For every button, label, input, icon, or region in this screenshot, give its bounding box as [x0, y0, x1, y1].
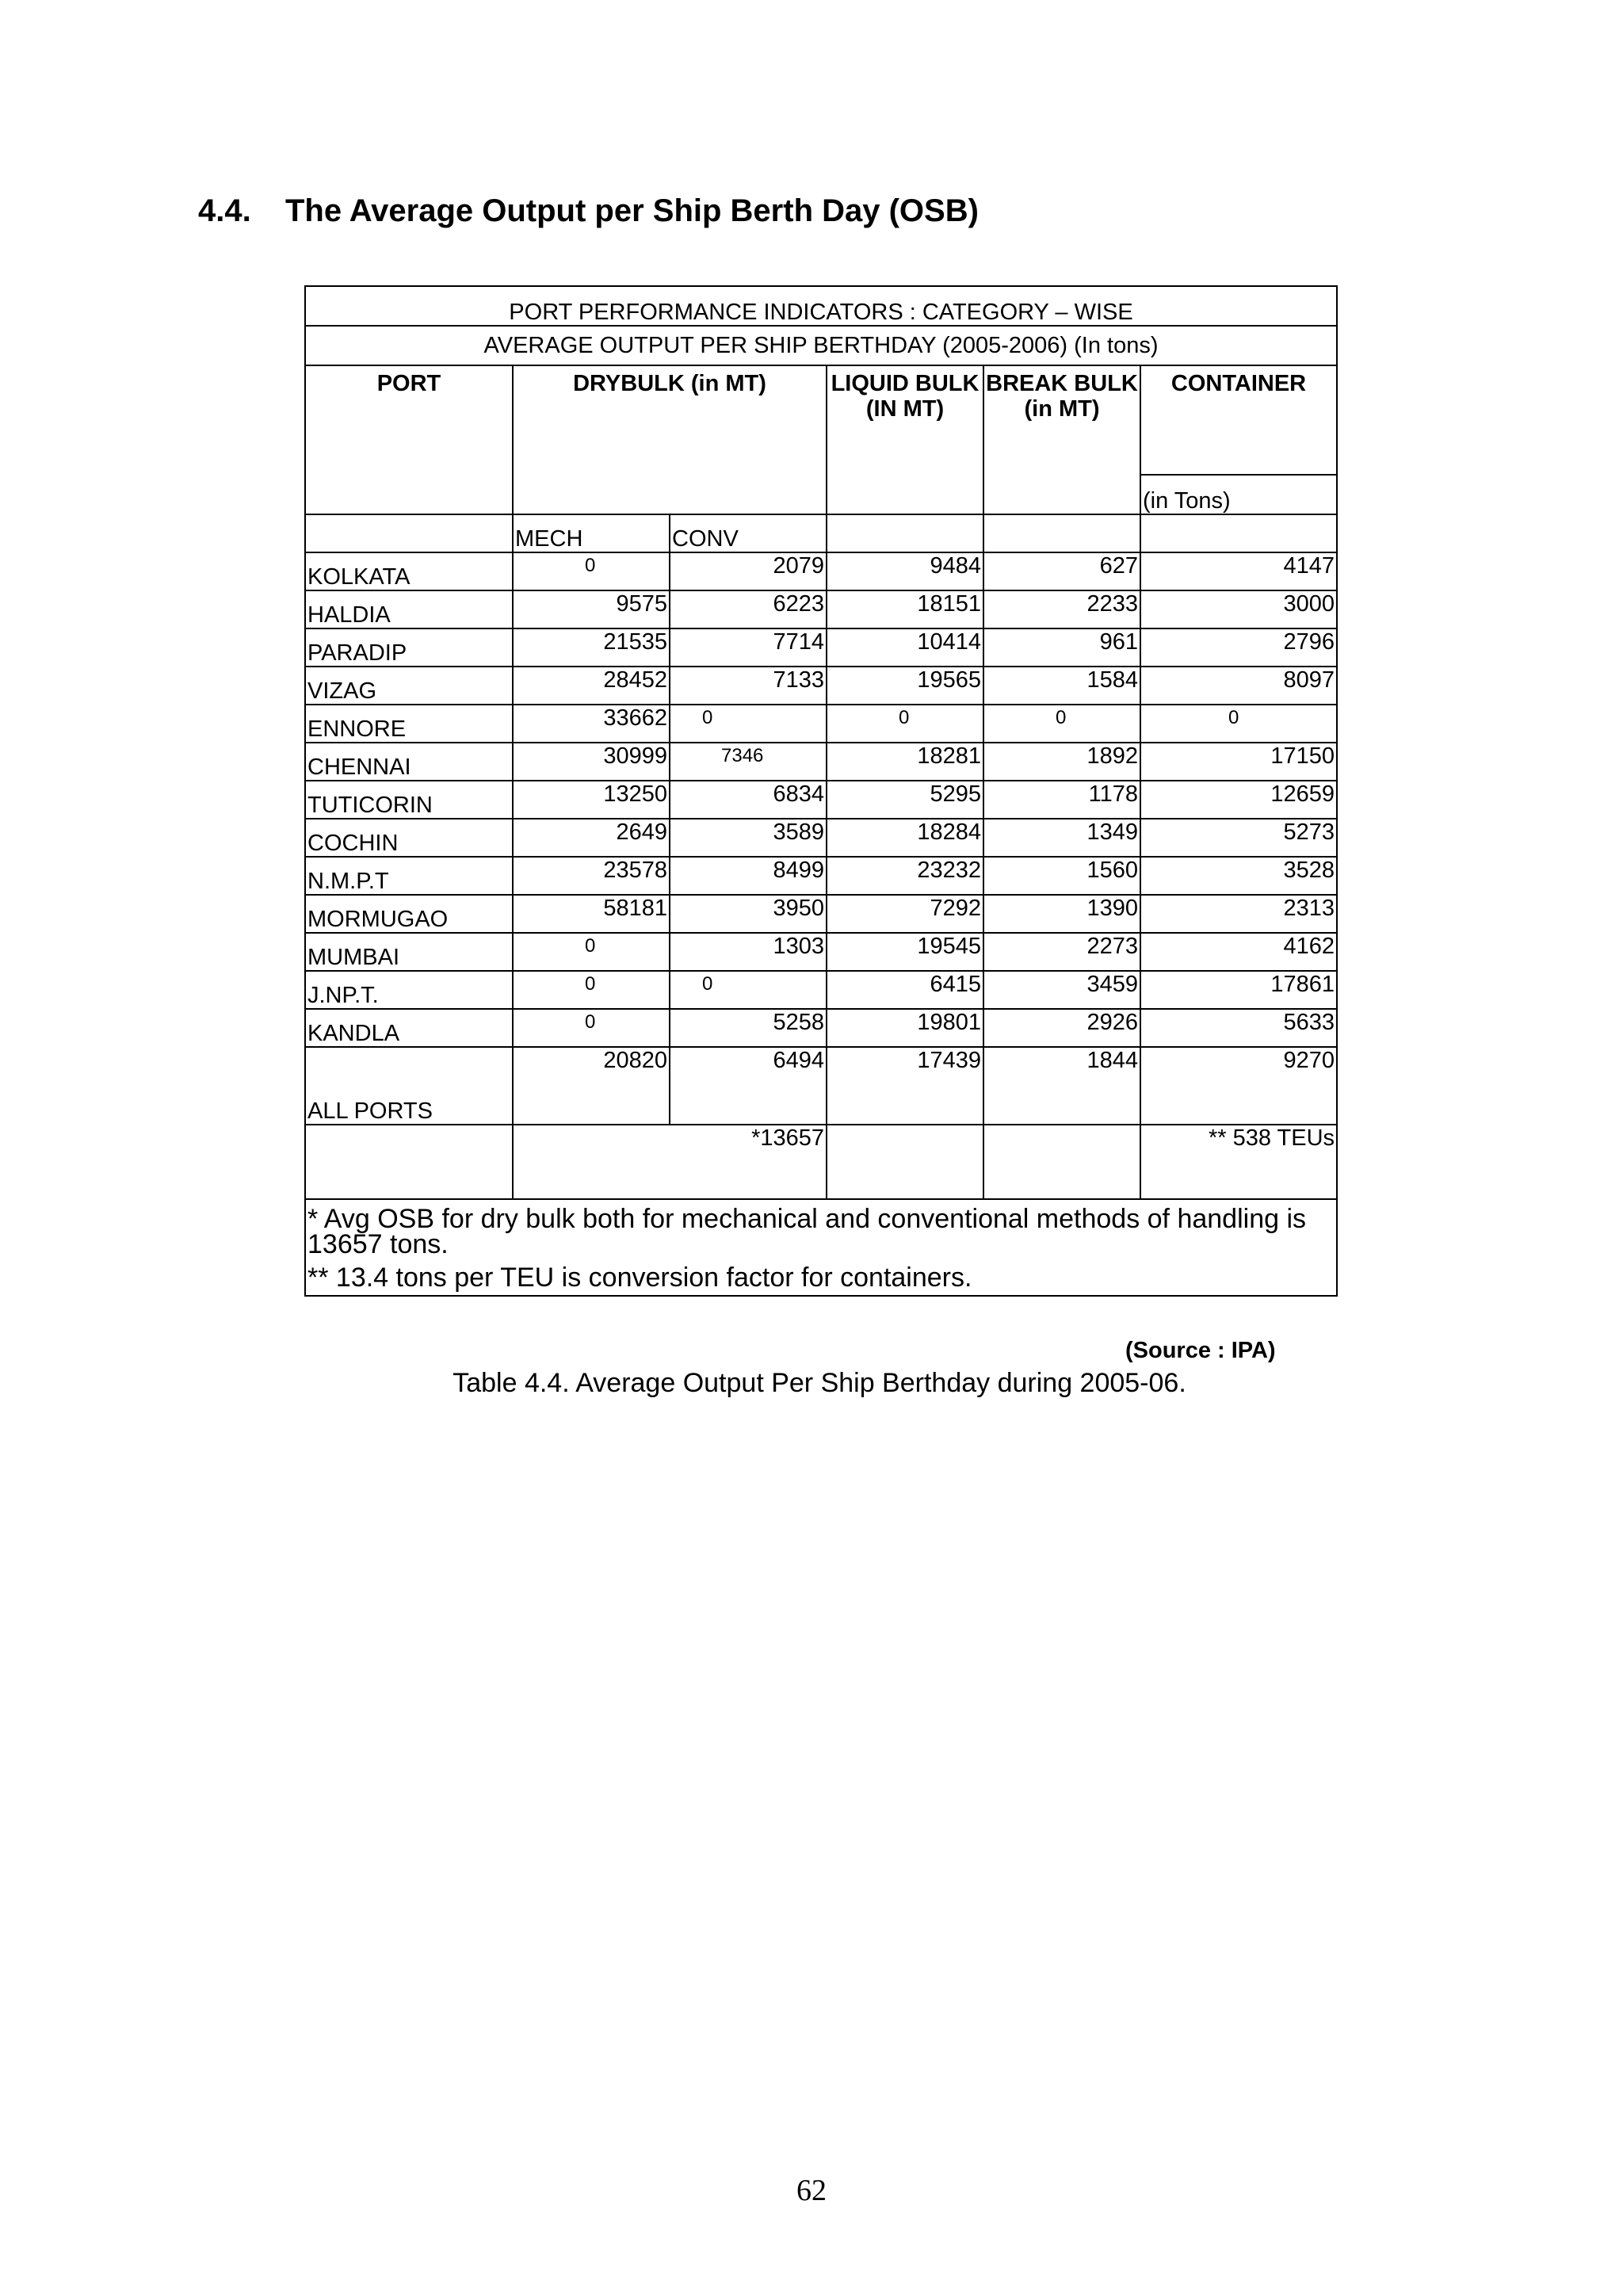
port-name: N.M.P.T — [305, 857, 513, 895]
cell-mech: 23578 — [513, 857, 670, 895]
cell-container: 12659 — [1140, 781, 1337, 819]
header-container-units: (in Tons) — [1140, 475, 1337, 514]
table-row — [305, 933, 1337, 971]
all-ports-mech: 20820 — [513, 1047, 670, 1125]
port-name: KANDLA — [305, 1009, 513, 1047]
cell-conv: 3589 — [670, 819, 827, 857]
container-teu: ** 538 TEUs — [1140, 1125, 1337, 1199]
cell-mech: 30999 — [513, 743, 670, 781]
port-name: CHENNAI — [305, 743, 513, 781]
cell-conv: 8499 — [670, 857, 827, 895]
header-container: CONTAINER — [1140, 365, 1337, 475]
cell-liquid: 6415 — [827, 971, 983, 1009]
header-drybulk: DRYBULK (in MT) — [513, 365, 827, 514]
cell-container: 2796 — [1140, 628, 1337, 667]
cell-mech: 21535 — [513, 628, 670, 667]
osb-table — [304, 285, 1338, 1297]
all-ports-label: ALL PORTS — [305, 1047, 513, 1125]
cell-liquid: 23232 — [827, 857, 983, 895]
table-row — [305, 857, 1337, 895]
cell-mech: 0 — [513, 552, 670, 590]
table-row — [305, 552, 1337, 590]
cell-break: 2926 — [983, 1009, 1140, 1047]
port-name: HALDIA — [305, 590, 513, 628]
cell-conv: 0 — [670, 971, 827, 1009]
note-row-2 — [305, 1265, 1337, 1296]
cell-mech: 58181 — [513, 895, 670, 933]
all-ports-break: 1844 — [983, 1047, 1140, 1125]
header-liquid-bulk: LIQUID BULK (IN MT) — [827, 365, 983, 514]
footnote-drybulk: * Avg OSB for dry bulk both for mechanical and conventional methods of handling is 13657 tons. — [305, 1199, 1337, 1265]
cell-container: 3528 — [1140, 857, 1337, 895]
port-name: ENNORE — [305, 705, 513, 743]
cell-conv: 1303 — [670, 933, 827, 971]
note-row-1 — [305, 1199, 1337, 1265]
cell-break: 961 — [983, 628, 1140, 667]
page-number: 62 — [796, 2174, 827, 2207]
table-row — [305, 819, 1337, 857]
cell-break: 1892 — [983, 743, 1140, 781]
cell-conv: 7133 — [670, 667, 827, 705]
table-banner-subtitle: AVERAGE OUTPUT PER SHIP BERTHDAY (2005-2006) (In tons) — [305, 326, 1337, 365]
combined-row — [305, 1125, 1337, 1199]
cell-container: 17150 — [1140, 743, 1337, 781]
table-row — [305, 781, 1337, 819]
cell-liquid: 19565 — [827, 667, 983, 705]
cell-liquid: 7292 — [827, 895, 983, 933]
port-name: MUMBAI — [305, 933, 513, 971]
table-caption-text: Table 4.4. Average Output Per Ship Berthday during 2005-06. — [453, 1368, 1186, 1398]
cell-container: 5633 — [1140, 1009, 1337, 1047]
table-row — [305, 971, 1337, 1009]
combined-empty — [983, 1125, 1140, 1199]
cell-conv: 3950 — [670, 895, 827, 933]
cell-liquid: 0 — [827, 705, 983, 743]
cell-container: 3000 — [1140, 590, 1337, 628]
table-row — [305, 895, 1337, 933]
cell-conv: 2079 — [670, 552, 827, 590]
port-name: KOLKATA — [305, 552, 513, 590]
cell-mech: 9575 — [513, 590, 670, 628]
all-ports-liquid: 17439 — [827, 1047, 983, 1125]
cell-liquid: 18151 — [827, 590, 983, 628]
cell-container: 4147 — [1140, 552, 1337, 590]
cell-liquid: 18281 — [827, 743, 983, 781]
cell-container: 5273 — [1140, 819, 1337, 857]
header-break-bulk: BREAK BULK (in MT) — [983, 365, 1140, 514]
port-name: TUTICORIN — [305, 781, 513, 819]
cell-mech: 33662 — [513, 705, 670, 743]
cell-break: 627 — [983, 552, 1140, 590]
all-ports-container: 9270 — [1140, 1047, 1337, 1125]
table-row — [305, 743, 1337, 781]
subheader-empty — [983, 514, 1140, 552]
cell-break: 2233 — [983, 590, 1140, 628]
header-port: PORT — [305, 365, 513, 514]
cell-break: 1178 — [983, 781, 1140, 819]
cell-liquid: 5295 — [827, 781, 983, 819]
cell-liquid: 18284 — [827, 819, 983, 857]
drybulk-combined: *13657 — [513, 1125, 827, 1199]
combined-empty — [827, 1125, 983, 1199]
banner-row-1 — [305, 286, 1337, 326]
cell-conv: 7346 — [670, 743, 827, 781]
port-name: MORMUGAO — [305, 895, 513, 933]
port-name: COCHIN — [305, 819, 513, 857]
cell-container: 8097 — [1140, 667, 1337, 705]
cell-conv: 6834 — [670, 781, 827, 819]
subheader-empty — [1140, 514, 1337, 552]
combined-empty — [305, 1125, 513, 1199]
table-row — [305, 628, 1337, 667]
cell-break: 1390 — [983, 895, 1140, 933]
cell-container: 4162 — [1140, 933, 1337, 971]
cell-mech: 0 — [513, 1009, 670, 1047]
cell-mech: 2649 — [513, 819, 670, 857]
cell-container: 0 — [1140, 705, 1337, 743]
cell-break: 1560 — [983, 857, 1140, 895]
cell-mech: 13250 — [513, 781, 670, 819]
subheader-conv: CONV — [670, 514, 827, 552]
cell-liquid: 10414 — [827, 628, 983, 667]
source-note: (Source : IPA) — [1125, 1338, 1276, 1363]
cell-break: 0 — [983, 705, 1140, 743]
cell-mech: 28452 — [513, 667, 670, 705]
subheader-mech: MECH — [513, 514, 670, 552]
cell-mech: 0 — [513, 933, 670, 971]
port-name: VIZAG — [305, 667, 513, 705]
section-number: 4.4. — [198, 193, 251, 228]
table-banner-title: PORT PERFORMANCE INDICATORS : CATEGORY – WISE — [305, 286, 1337, 326]
section-title: The Average Output per Ship Berth Day (OSB) — [285, 193, 979, 228]
cell-break: 3459 — [983, 971, 1140, 1009]
all-ports-conv: 6494 — [670, 1047, 827, 1125]
cell-container: 17861 — [1140, 971, 1337, 1009]
table-row — [305, 705, 1337, 743]
cell-break: 1349 — [983, 819, 1140, 857]
banner-row-2 — [305, 326, 1337, 365]
subheader-row — [305, 514, 1337, 552]
table-row — [305, 1009, 1337, 1047]
table-row — [305, 590, 1337, 628]
port-name: J.NP.T. — [305, 971, 513, 1009]
table-row — [305, 667, 1337, 705]
table-caption — [0, 1368, 1623, 1399]
subheader-empty — [305, 514, 513, 552]
cell-conv: 5258 — [670, 1009, 827, 1047]
cell-conv: 6223 — [670, 590, 827, 628]
port-name: PARADIP — [305, 628, 513, 667]
cell-conv: 0 — [670, 705, 827, 743]
all-ports-row — [305, 1047, 1337, 1125]
cell-mech: 0 — [513, 971, 670, 1009]
footnote-container: ** 13.4 tons per TEU is conversion factor for containers. — [305, 1265, 1337, 1296]
cell-break: 1584 — [983, 667, 1140, 705]
subheader-empty — [827, 514, 983, 552]
header-row — [305, 365, 1337, 475]
cell-conv: 7714 — [670, 628, 827, 667]
cell-liquid: 19801 — [827, 1009, 983, 1047]
section-heading — [198, 193, 979, 229]
cell-container: 2313 — [1140, 895, 1337, 933]
cell-break: 2273 — [983, 933, 1140, 971]
cell-liquid: 19545 — [827, 933, 983, 971]
cell-liquid: 9484 — [827, 552, 983, 590]
